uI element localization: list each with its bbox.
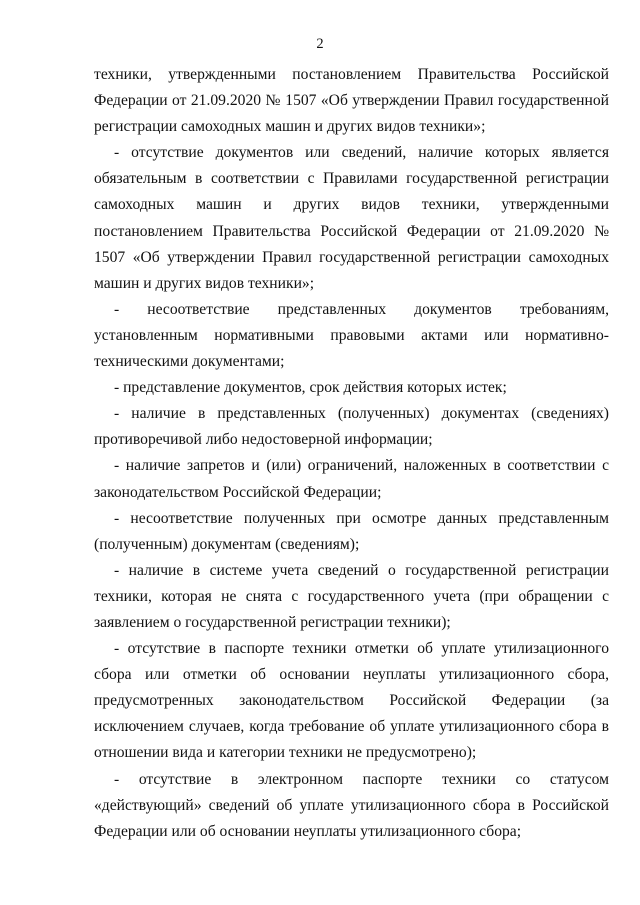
list-item-inspection-mismatch: - несоответствие полученных при осмотре данных представленным (полученным) документам (сведениям);: [94, 509, 609, 553]
list-item-expired-documents: - представление документов, срок действия которых истек;: [114, 379, 507, 397]
list-item-no-recycling-mark: - отсутствие в паспорте техники отметки об уплате утилизационного сбора или отметки об основании неуплаты утилизационного сбора, предусмотренных законодательством Российской Федерации (за исключением случаев, когда требование об уплате утилизационного сбора в отношении вида и категории техники не предусмотрено);: [94, 640, 609, 762]
list-item-no-electronic-passport-info: - отсутствие в электронном паспорте техники со статусом «действующий» сведений об уплате утилизационного сбора в Российской Федерации или об основании неуплаты утилизационного сбора;: [94, 770, 609, 840]
list-item-bans-restrictions: - наличие запретов и (или) ограничений, наложенных в соответствии с законодательством Российской Федерации;: [94, 457, 609, 501]
paragraph-continuation: техники, утвержденными постановлением Правительства Российской Федерации от 21.09.2020 № 1507 «Об утверждении Правил государственной регистрации самоходных машин и других видов техники»;: [94, 66, 609, 136]
page-number: 2: [316, 36, 324, 52]
list-item-missing-documents: - отсутствие документов или сведений, наличие которых является обязательным в соответствии с Правилами государственной регистрации самоходных машин и других видов техники, утвержденными постановлением Правительства Российской Федерации от 21.09.2020 № 1507 «Об утверждении Правил государственной регистрации самоходных машин и других видов техники»;: [94, 144, 609, 292]
document-body: [94, 62, 609, 845]
list-item-noncompliance: - несоответствие представленных документов требованиям, установленным нормативными правовыми актами или нормативно-техническими документами;: [94, 300, 609, 371]
list-item-contradictory-info: - наличие в представленных (полученных) документах (сведениях) противоречивой либо недостоверной информации;: [94, 405, 609, 449]
list-item-not-deregistered: - наличие в системе учета сведений о государственной регистрации техники, которая не снята с государственного учета (при обращении с заявлением о государственной регистрации техники);: [94, 561, 609, 631]
